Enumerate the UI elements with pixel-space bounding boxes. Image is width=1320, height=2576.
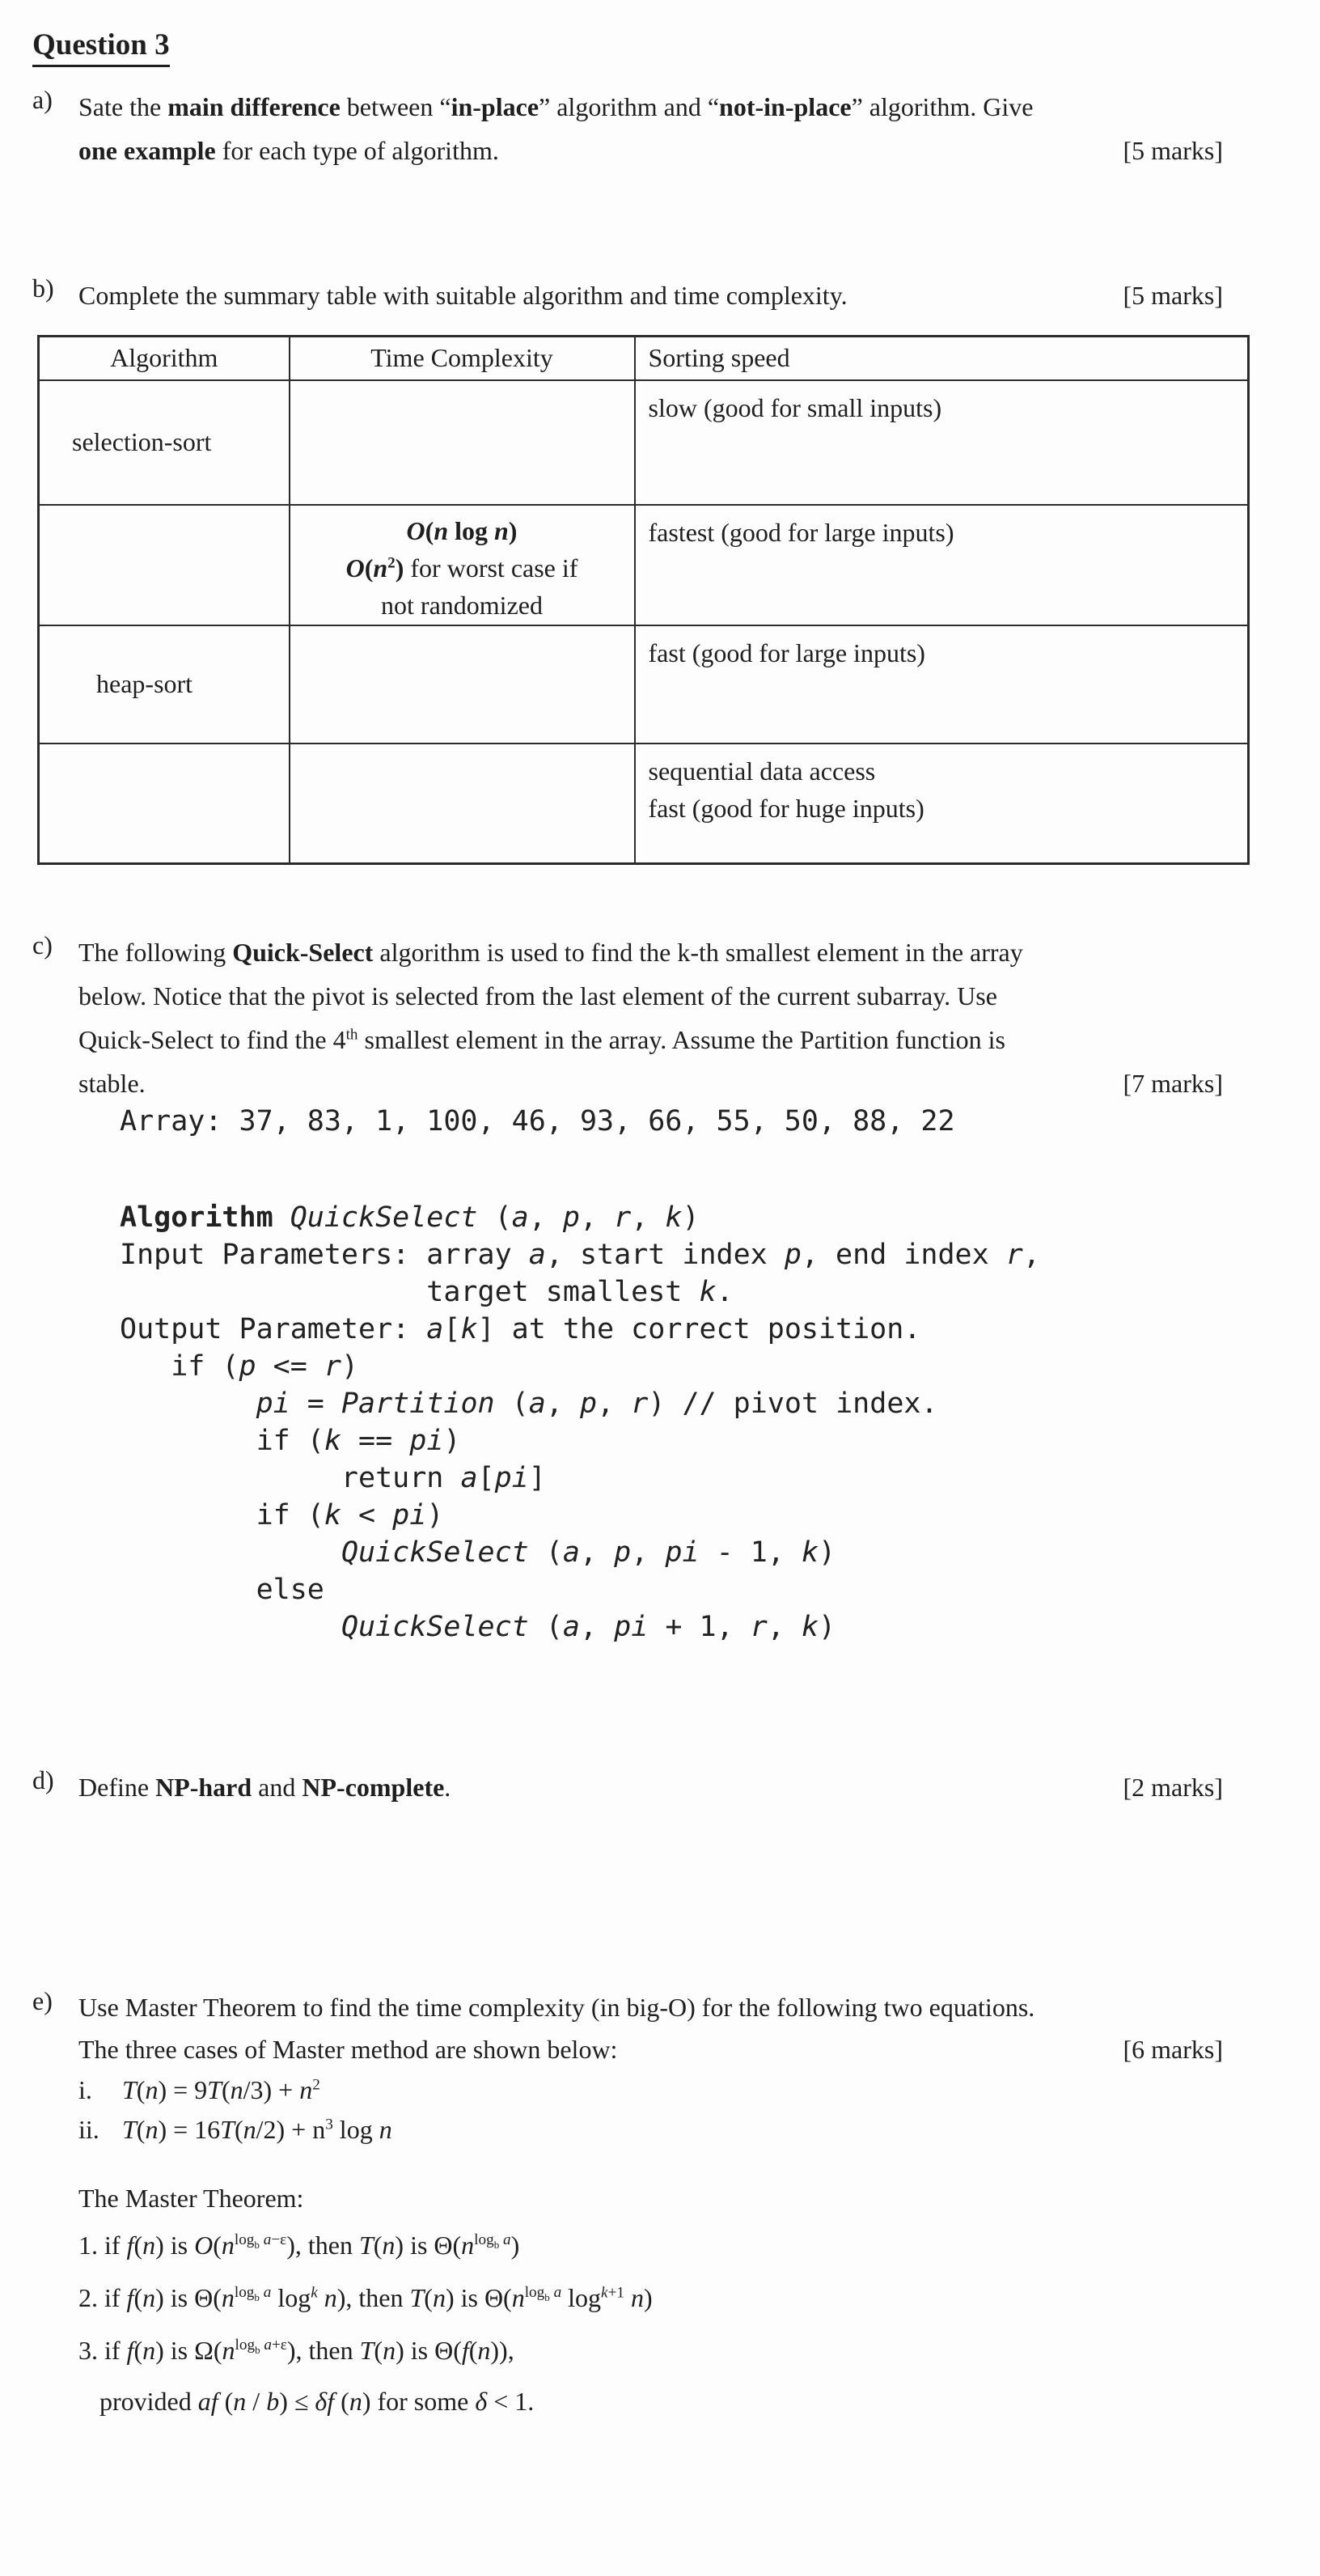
master-theorem-case-2: 2. if f(n) is $\Theta(n^{log_b a}$ $\log^k n$), then T(n) is $\Theta(n^{log_b a}$ $\log^{k+1} n$): [78, 2283, 653, 2312]
part-d-label: d): [32, 1765, 54, 1794]
cell-algorithm: [39, 505, 290, 625]
part-c: [32, 930, 1223, 1105]
equation-item-ii: [78, 2110, 1223, 2150]
part-e-marks: [6 marks]: [1123, 2035, 1223, 2064]
part-b-label: b): [32, 273, 54, 303]
table-row: [39, 380, 1249, 505]
equation-ii-label: ii.: [78, 2115, 99, 2144]
part-b: [32, 273, 1223, 317]
array-values-line: Array: 37, 83, 1, 100, 46, 93, 66, 55, 50, 88, 22: [120, 1105, 955, 1138]
table-header-row: [39, 337, 1249, 380]
table-row: [39, 744, 1249, 864]
cell-sorting-speed: sequential data access fast (good for huge inputs): [635, 744, 1249, 864]
summary-table: [37, 335, 1250, 865]
part-b-marks: [5 marks]: [1123, 281, 1223, 310]
part-d-text: Define NP-hard and NP-complete.: [78, 1773, 451, 1802]
part-e-line2: [78, 2028, 1223, 2070]
table-row: [39, 505, 1249, 625]
cell-algorithm: selection-sort: [39, 380, 290, 505]
part-e-line2-text: The three cases of Master method are shown below:: [78, 2035, 618, 2064]
cell-sorting-speed: fast (good for large inputs): [635, 625, 1249, 744]
part-e: [32, 1986, 1223, 2426]
question-title: Question 3: [32, 28, 170, 67]
part-c-line4: [78, 1061, 1223, 1105]
part-a-label: a): [32, 85, 53, 114]
part-c-marks: [7 marks]: [1123, 1069, 1223, 1098]
equation-i-label: i.: [78, 2075, 92, 2104]
cell-algorithm: [39, 744, 290, 864]
master-theorem-case-1: 1. if f(n) is $O(n^{log_b a-\varepsilon})$, then T(n) is $\Theta(n^{log_b a})$: [78, 2231, 520, 2260]
part-a-marks: [5 marks]: [1123, 136, 1223, 165]
part-b-heading: [78, 273, 1223, 317]
table-row: [39, 625, 1249, 744]
cell-time-complexity: [290, 380, 635, 505]
part-e-label: e): [32, 1986, 53, 2015]
cell-time-complexity: [290, 744, 635, 864]
header-cell-algorithm: Algorithm: [39, 337, 290, 380]
part-a-line2: [78, 129, 1223, 172]
cell-sorting-speed: fastest (good for large inputs): [635, 505, 1249, 625]
cell-sorting-speed: slow (good for small inputs): [635, 380, 1249, 505]
part-b-heading-text: Complete the summary table with suitable algorithm and time complexity.: [78, 281, 848, 310]
part-c-line3: Quick-Select to find the 4th smallest element in the array. Assume the Partition function is: [78, 1025, 1005, 1054]
part-c-line2: below. Notice that the pivot is selected from the last element of the current subarray. Use: [78, 981, 997, 1010]
part-d-marks: [2 marks]: [1123, 1773, 1223, 1802]
part-c-label: c): [32, 930, 53, 960]
header-cell-sorting-speed: Sorting speed: [635, 337, 1249, 380]
part-d: [32, 1765, 1223, 1809]
part-a-line1: Sate the main difference between “in-place” algorithm and “not-in-place” algorithm. Give: [78, 92, 1034, 121]
part-a: [32, 85, 1223, 172]
header-cell-time-complexity: Time Complexity: [290, 337, 635, 380]
cell-time-complexity: O(n log n) $O(n^2)$ for worst case if not randomized: [290, 505, 635, 625]
master-theorem-case-3: 3. if f(n) is $\Omega(n^{log_b a+\varepsilon})$, then T(n) is Θ(f(n)),: [78, 2336, 514, 2365]
cell-time-complexity: [290, 625, 635, 744]
quickselect-code-block: Algorithm QuickSelect (a, p, r, k) Input Parameters: array a, start index p, end index r, target smallest k. Output Parameter: a[k] at the correct position. if (p <= r) pi = Partition (a, p, r) // pivot index. if (k == pi) return a[pi] if (k < pi) QuickSelect (a, p, pi - 1, k) else QuickSelect (a, pi + 1, r, k): [120, 1201, 1040, 1643]
equation-ii: $T(n) = 16T(n/2) + n^3$ log n: [122, 2115, 392, 2144]
master-theorem-provided-clause: provided af (n / b) ≤ δf (n) for some δ < 1.: [99, 2387, 535, 2416]
equation-i: $T(n) = 9T(n/3) + n^2$: [122, 2075, 320, 2104]
equation-item-i: [78, 2070, 1223, 2110]
part-d-text-line: [78, 1765, 1223, 1809]
part-c-line4-text: stable.: [78, 1069, 146, 1098]
part-a-line2-text: one example for each type of algorithm.: [78, 136, 499, 165]
part-e-line1: Use Master Theorem to find the time complexity (in big-O) for the following two equations.: [78, 1993, 1035, 2022]
master-theorem-title: The Master Theorem:: [78, 2184, 304, 2213]
part-c-line1: The following Quick-Select algorithm is used to find the k-th smallest element in the array: [78, 938, 1023, 967]
cell-algorithm: heap-sort: [39, 625, 290, 744]
